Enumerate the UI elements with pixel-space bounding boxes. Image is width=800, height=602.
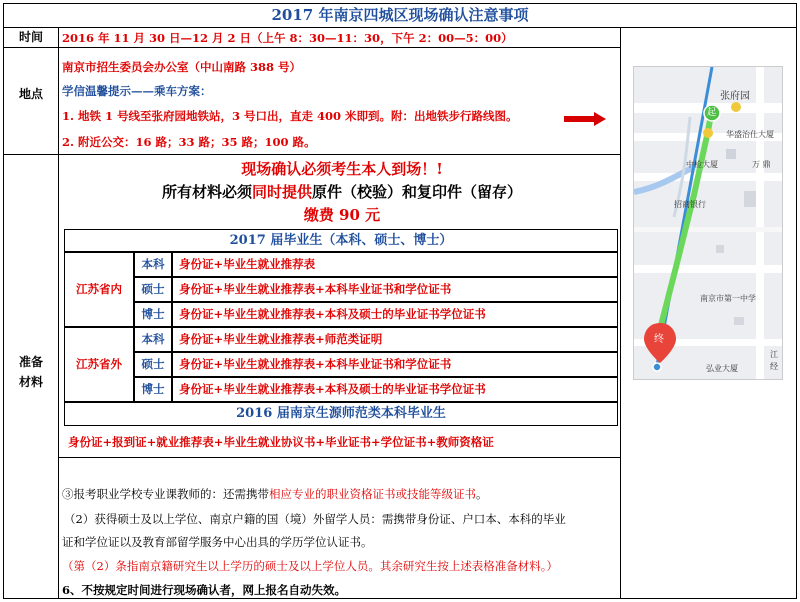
row-divider bbox=[4, 47, 620, 48]
notice-originals bbox=[62, 181, 622, 202]
level-cell: 博士 bbox=[134, 302, 172, 327]
time-label: 时间 bbox=[18, 30, 43, 44]
map-label-start: 起 bbox=[707, 108, 717, 118]
note-vocational-b: 相应专业的职业资格证书或技能等级证书 bbox=[269, 487, 476, 501]
level-cell: 博士 bbox=[134, 377, 172, 402]
map-label-huasheng: 华盛治仕大厦 bbox=[726, 130, 774, 139]
row-divider bbox=[4, 154, 620, 155]
location-tip: 学信温馨提示——乘车方案： bbox=[62, 84, 212, 98]
requirement-cell: 身份证+毕业生就业推荐表 bbox=[172, 252, 618, 277]
level-cell: 硕士 bbox=[134, 277, 172, 302]
map-label-zhangfuyuan: 张府园 bbox=[720, 91, 750, 102]
time-value: 2016 年 11 月 30 日—12 月 2 日（上午 8：30—11：30，下午 2：00—5：00） bbox=[62, 31, 513, 45]
requirement-cell: 身份证+毕业生就业推荐表+本科毕业证书和学位证书 bbox=[172, 352, 618, 377]
row-divider bbox=[58, 457, 620, 458]
note-vocational bbox=[62, 486, 488, 502]
requirement-cell: 身份证+毕业生就业推荐表+本科及硕士的毕业证书学位证书 bbox=[172, 302, 618, 327]
bus-instructions: 2. 附近公交：16 路；33 路；35 路；100 路。 bbox=[62, 135, 316, 149]
location-address: 南京市招生委员会办公室（中山南路 388 号） bbox=[62, 60, 302, 74]
notice-originals-c: 原件（校验）和复印件（留存） bbox=[312, 183, 523, 201]
map-label-end: 终 bbox=[654, 334, 664, 345]
map-label-line2: 经 bbox=[770, 362, 778, 371]
note-deadline: 6、不按规定时间进行现场确认者，网上报名自动失效。 bbox=[62, 583, 346, 597]
note-overseas-line2: 证和学位证以及教育部留学服务中心出具的学历学位认证书。 bbox=[62, 535, 373, 549]
notice-in-person: 现场确认必须考生本人到场！! bbox=[241, 160, 443, 178]
map-column-divider bbox=[620, 27, 621, 599]
arrow-right-icon bbox=[564, 112, 606, 126]
materials-label-line1: 准备 bbox=[18, 355, 43, 369]
requirement-cell: 身份证+毕业生就业推荐表+本科毕业证书和学位证书 bbox=[172, 277, 618, 302]
map-label-hongye: 弘业大厦 bbox=[706, 364, 738, 373]
notice-document bbox=[3, 3, 797, 599]
grad-header: 2017 届毕业生（本科、硕士、博士） bbox=[64, 229, 618, 252]
notice-originals-a: 所有材料必须 bbox=[161, 183, 252, 201]
notice-originals-b: 同时提供 bbox=[251, 183, 312, 201]
map-label-school: 南京市第一中学 bbox=[700, 294, 756, 303]
page-title: 2017 年南京四城区现场确认注意事项 bbox=[4, 4, 796, 28]
map-label-line: 江 bbox=[770, 350, 778, 359]
materials-label-line2: 材料 bbox=[18, 375, 43, 389]
normal-header: 2016 届南京生源师范类本科毕业生 bbox=[64, 402, 618, 426]
label-column-divider bbox=[58, 27, 59, 599]
map-label-zhaoshang: 招商银行 bbox=[674, 200, 706, 209]
note-vocational-a: ③报考职业学校专业课教师的：还需携带 bbox=[62, 487, 269, 501]
subway-instructions: 1. 地铁 1 号线至张府园地铁站，3 号口出，直走 400 米即到。附：出地铁步行路线图。 bbox=[62, 109, 518, 123]
notice-fee: 缴费 90 元 bbox=[303, 206, 381, 224]
normal-items: 身份证+报到证+就业推荐表+毕业生就业协议书+毕业证书+学位证书+教师资格证 bbox=[68, 435, 494, 449]
in-province-label: 江苏省内 bbox=[64, 252, 134, 327]
level-cell: 本科 bbox=[134, 327, 172, 352]
walking-route-map[interactable] bbox=[633, 66, 783, 380]
requirement-cell: 身份证+毕业生就业推荐表+师范类证明 bbox=[172, 327, 618, 352]
out-province-label: 江苏省外 bbox=[64, 327, 134, 402]
note-vocational-c: 。 bbox=[476, 487, 488, 501]
materials-label bbox=[4, 352, 58, 392]
note-overseas-line1: （2）获得硕士及以上学位、南京户籍的国（境）外留学人员：需携带身份证、户口本、本科的毕业 bbox=[64, 512, 566, 526]
level-cell: 本科 bbox=[134, 252, 172, 277]
map-label-wanfu: 万 鼎 bbox=[752, 160, 771, 169]
map-label-zhongjian: 中检大厦 bbox=[686, 160, 718, 169]
level-cell: 硕士 bbox=[134, 352, 172, 377]
location-label: 地点 bbox=[18, 87, 43, 101]
note-overseas-remark: （第（2）条指南京籍研究生以上学历的硕士及以上学位人员。其余研究生按上述表格准备材料。） bbox=[62, 559, 559, 573]
requirement-cell: 身份证+毕业生就业推荐表+本科及硕士的毕业证书学位证书 bbox=[172, 377, 618, 402]
